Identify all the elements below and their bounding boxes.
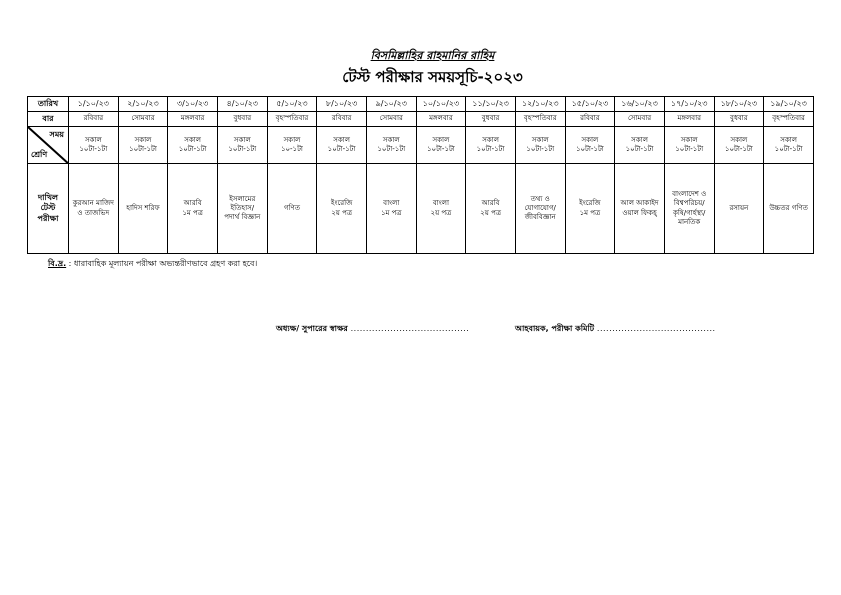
subject-cell: বাংলা ২য় পত্র <box>416 164 466 254</box>
day-cell: রবিবার <box>317 112 367 127</box>
date-cell: ১১/১০/২৩ <box>466 97 516 112</box>
date-cell: ১৯/১০/২৩ <box>764 97 814 112</box>
time-cell: সকাল ১০টা-১টা <box>168 127 218 164</box>
time-cell: সকাল ১০টা-১টা <box>217 127 267 164</box>
time-cell: সকাল ১০টা-১টা <box>69 127 119 164</box>
bismillah-text: বিসমিল্লাহির রাহমানির রাহিম <box>370 49 495 62</box>
time-row <box>28 127 814 164</box>
time-class-header <box>28 127 69 164</box>
subject-cell: ইংরেজি ১ম পত্র <box>565 164 615 254</box>
time-cell: সকাল ১০টা-১টা <box>565 127 615 164</box>
subject-cell: আরবি ১ম পত্র <box>168 164 218 254</box>
date-cell: ৫/১০/২৩ <box>267 97 317 112</box>
page-title: টেস্ট পরীক্ষার সময়সূচি-২০২৩ <box>342 68 523 86</box>
time-cell: সকাল ১০-১টা <box>267 127 317 164</box>
date-cell: ১৬/১০/২৩ <box>615 97 665 112</box>
bismillah-heading <box>0 47 841 66</box>
subject-cell: ইংরেজি ২য় পত্র <box>317 164 367 254</box>
time-cell: সকাল ১০টা-১টা <box>416 127 466 164</box>
subject-cell: উচ্চতর গণিত <box>764 164 814 254</box>
day-cell: সোমবার <box>366 112 416 127</box>
time-cell: সকাল ১০টা-১টা <box>366 127 416 164</box>
subject-cell: বাংলা ১ম পত্র <box>366 164 416 254</box>
date-cell: ২/১০/২৩ <box>118 97 168 112</box>
class-label: শ্রেণি <box>31 149 48 159</box>
day-cell: মঙ্গলবার <box>664 112 714 127</box>
footnote-text: : ধারাবাহিক মূল্যায়ন পরীক্ষা অভ্যন্তরীণভাবে গ্রহণ করা হবে। <box>66 259 258 268</box>
day-cell: রবিবার <box>565 112 615 127</box>
subject-cell: আল আকাইদ ওয়াল ফিকহ্ <box>615 164 665 254</box>
date-cell: ৩/১০/২৩ <box>168 97 218 112</box>
date-cell: ১৭/১০/২৩ <box>664 97 714 112</box>
day-cell: বৃহস্পতিবার <box>515 112 565 127</box>
subject-row <box>28 164 814 254</box>
date-cell: ১০/১০/২৩ <box>416 97 466 112</box>
date-cell: ১/১০/২৩ <box>69 97 119 112</box>
footnote <box>48 258 257 271</box>
time-cell: সকাল ১০টা-১টা <box>714 127 764 164</box>
subject-cell: কুরআন মাজিদ ও তাজভিদ <box>69 164 119 254</box>
time-cell: সকাল ১০টা-১টা <box>615 127 665 164</box>
time-cell: সকাল ১০টা-১টা <box>764 127 814 164</box>
date-cell: ৯/১০/২৩ <box>366 97 416 112</box>
date-cell: ১৫/১০/২৩ <box>565 97 615 112</box>
subject-group-label: দাখিল টেস্ট পরীক্ষা <box>28 164 69 254</box>
time-cell: সকাল ১০টা-১টা <box>664 127 714 164</box>
committee-signature-label: আহবায়ক, পরীক্ষা কমিটি <box>515 324 595 333</box>
day-cell: বুধবার <box>714 112 764 127</box>
subject-cell: ইসলামের ইতিহাস/ পদার্থ বিজ্ঞান <box>217 164 267 254</box>
committee-signature <box>515 323 716 336</box>
subject-cell: আরবি ২য় পত্র <box>466 164 516 254</box>
date-cell: ৪/১০/২৩ <box>217 97 267 112</box>
day-cell: বৃহস্পতিবার <box>764 112 814 127</box>
footnote-label: বি.দ্র. <box>48 259 67 268</box>
day-cell: মঙ্গলবার <box>416 112 466 127</box>
committee-signature-line: ....................................... <box>596 324 716 333</box>
day-row <box>28 112 814 127</box>
subject-cell: গণিত <box>267 164 317 254</box>
date-cell: ৮/১০/২৩ <box>317 97 367 112</box>
subject-cell: হাদিস শরিফ <box>118 164 168 254</box>
date-cell: ১৮/১০/২৩ <box>714 97 764 112</box>
time-cell: সকাল ১০টা-১টা <box>466 127 516 164</box>
date-row-label: তারিখ <box>28 97 69 112</box>
time-label: সময় <box>49 130 64 140</box>
day-cell: বুধবার <box>466 112 516 127</box>
exam-schedule-table <box>27 96 814 254</box>
day-cell: সোমবার <box>118 112 168 127</box>
day-cell: বুধবার <box>217 112 267 127</box>
day-cell: রবিবার <box>69 112 119 127</box>
subject-cell: তথ্য ও যোগাযোগ/ জীববিজ্ঞান <box>515 164 565 254</box>
principal-signature-label: অধ্যক্ষ/ সুপারের স্বাক্ষর <box>276 324 348 333</box>
date-cell: ১২/১০/২৩ <box>515 97 565 112</box>
date-row <box>28 97 814 112</box>
time-cell: সকাল ১০টা-১টা <box>317 127 367 164</box>
day-cell: বৃহস্পতিবার <box>267 112 317 127</box>
day-cell: সোমবার <box>615 112 665 127</box>
day-cell: মঙ্গলবার <box>168 112 218 127</box>
day-row-label: বার <box>28 112 69 127</box>
time-cell: সকাল ১০টা-১টা <box>118 127 168 164</box>
principal-signature <box>276 323 469 336</box>
time-cell: সকাল ১০টা-১টা <box>515 127 565 164</box>
principal-signature-line: ....................................... <box>350 324 470 333</box>
subject-cell: রসায়ন <box>714 164 764 254</box>
subject-cell: বাংলাদেশ ও বিশ্বপরিচয়/ কৃষি/গার্হস্থ্য/ মানতিক <box>664 164 714 254</box>
